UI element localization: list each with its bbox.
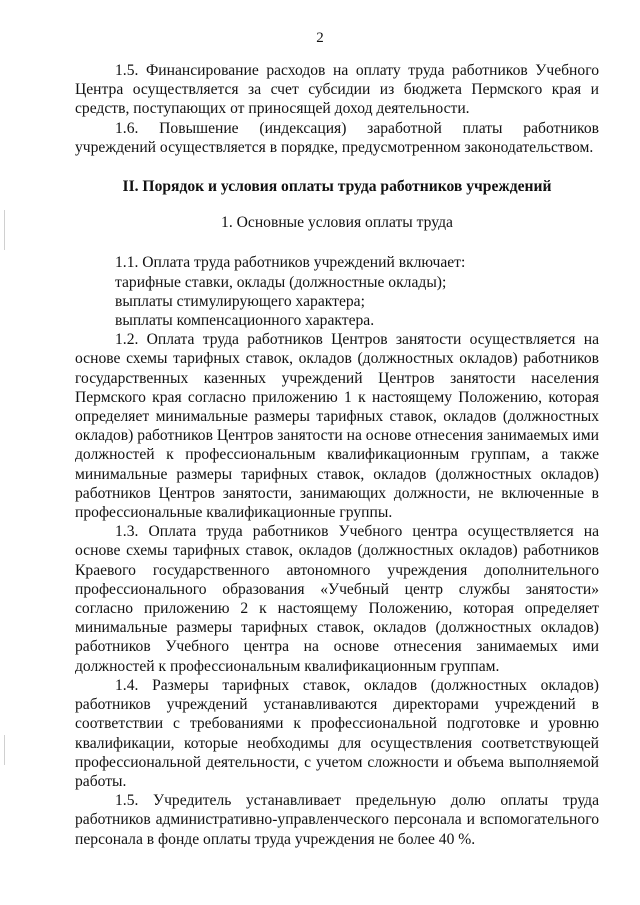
list-item: выплаты стимулирующего характера; <box>115 292 365 310</box>
list-intro: 1.1. Оплата труда работников учреждений включает: <box>115 254 466 272</box>
list-item: выплаты компенсационного характера. <box>115 312 375 330</box>
section-title: II. Порядок и условия оплаты труда работников учреждений <box>122 178 552 196</box>
scan-edge-mark <box>4 735 5 765</box>
paragraph-1-4-salary-sizes: 1.4. Размеры тарифных ставок, окладов (должностных окладов) работников учреждений устанавливаются директорами учреждений в соответствии с требованиями к профессиональной подготовке и уровню квалификации, которые необходимы для осуществления соответствующей профессиональной деятельности, с учетом сложности и объема выполняемой работы. <box>75 676 599 790</box>
subsection-title: 1. Основные условия оплаты труда <box>221 214 453 232</box>
page-number: 2 <box>316 30 324 46</box>
document-body <box>75 61 599 849</box>
paragraph-1-3-training-center: 1.3. Оплата труда работников Учебного центра осуществляется на основе схемы тарифных ставок, окладов (должностных окладов) работников Краевого государственного автономного учреждения дополнительного профессионального образования «Учебный центр службы занятости» согласно приложению 2 к настоящему Положению, которая определяет минимальные размеры тарифных ставок, окладов (должностных окладов) работников Учебного центра на основе отнесения занимаемых ими должностей к профессиональным квалификационным группам. <box>75 523 599 675</box>
list-item: тарифные ставки, оклады (должностные оклады); <box>115 273 447 291</box>
paragraph-1-6-indexation: 1.6. Повышение (индексация) заработной платы работников учреждений осуществляется в порядке, предусмотренном законодательством. <box>75 119 599 156</box>
scan-edge-mark <box>4 210 5 250</box>
paragraph-1-5-financing: 1.5. Финансирование расходов на оплату труда работников Учебного Центра осуществляется за счет субсидии из бюджета Пермского края и средств, поступающих от приносящей доход деятельности. <box>75 62 599 118</box>
paragraph-1-5-founder-share: 1.5. Учредитель устанавливает предельную долю оплаты труда работников административно-управленческого персонала и вспомогательного персонала в фонде оплаты труда учреждения не более 40 %. <box>75 792 599 848</box>
paragraph-1-2-employment-centers: 1.2. Оплата труда работников Центров занятости осуществляется на основе схемы тарифных ставок, окладов (должностных окладов) работников государственных казенных учреждений Центров занятости населения Пермского края согласно приложению 1 к настоящему Положению, которая определяет минимальные размеры тарифных ставок, окладов (должностных окладов) работников Центров занятости на основе отнесения занимаемых ими должностей к профессиональным квалификационным группам, а также минимальные размеры тарифных ставок, окладов (должностных окладов) работников Центров занятости, занимающих должности, не включенные в профессиональные квалификационные группы. <box>75 331 599 522</box>
